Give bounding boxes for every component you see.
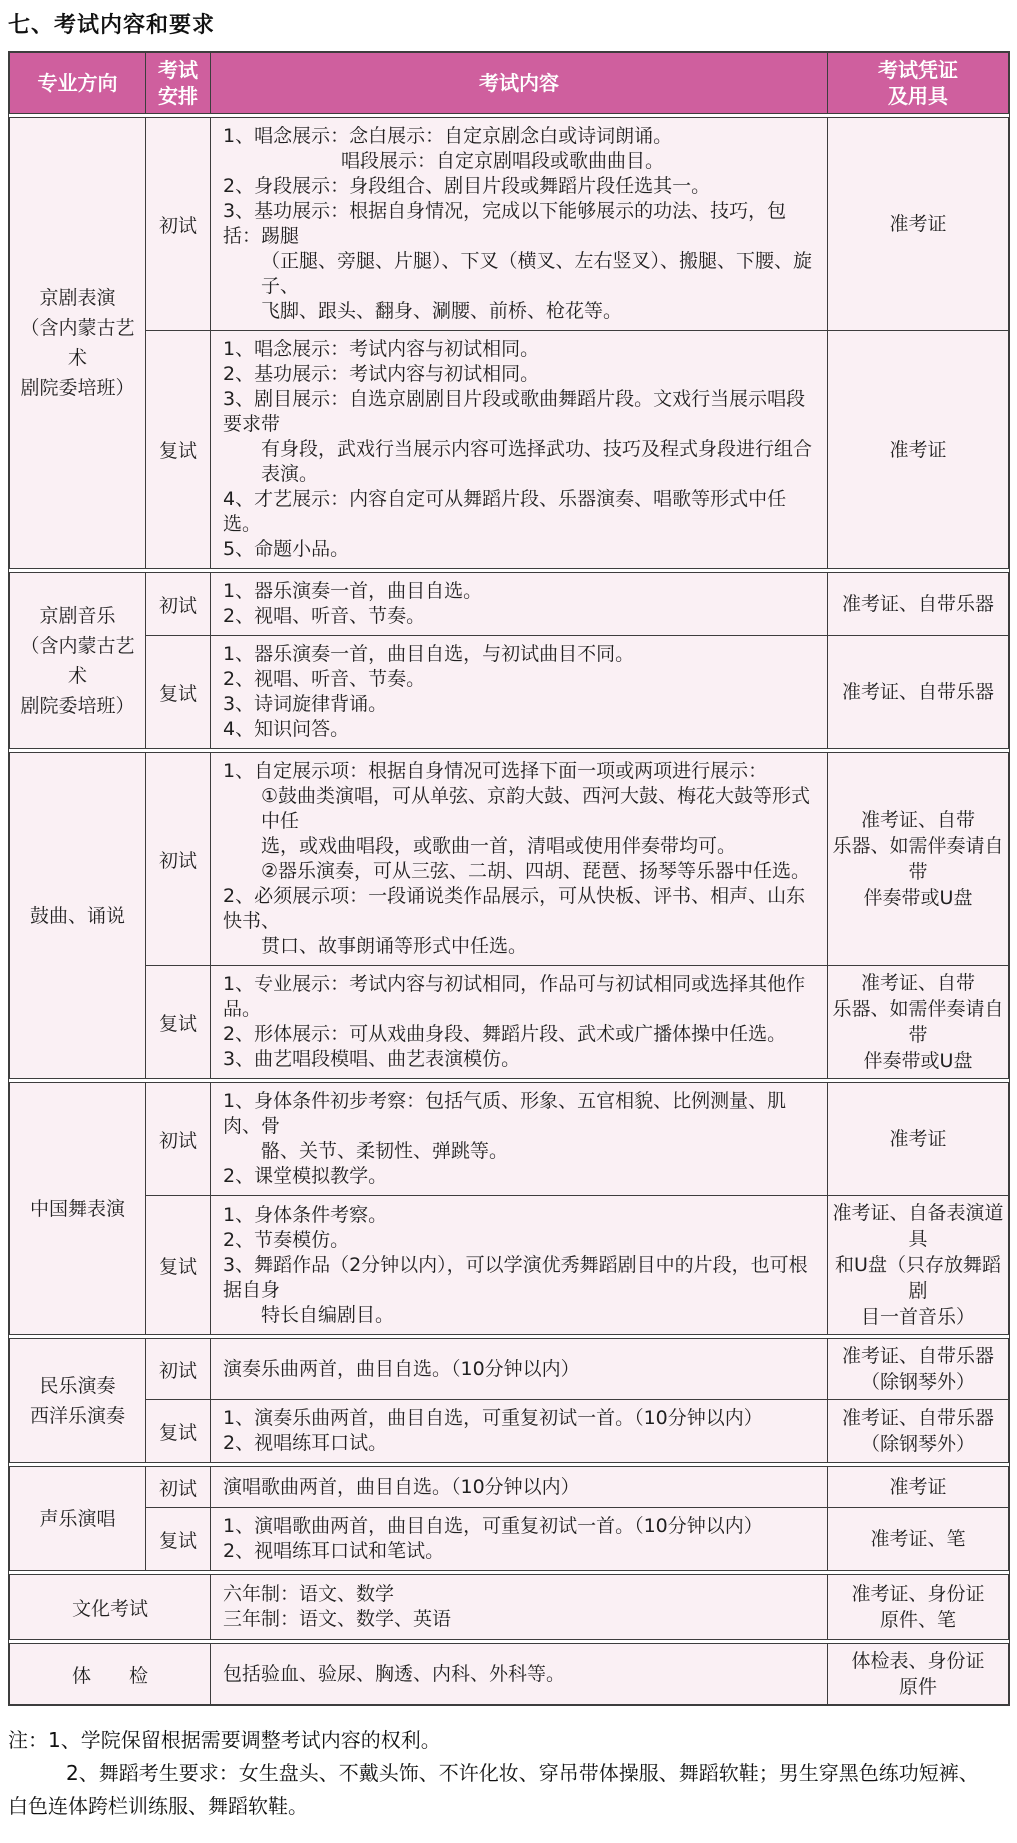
stage-cell: 初试	[145, 1467, 210, 1507]
label-cell: 文化考试	[71, 1597, 148, 1620]
text-line: 1、身体条件初步考察：包括气质、形象、五官相貌、比例测量、肌肉、骨	[223, 1090, 787, 1137]
credential-cell	[827, 1644, 1008, 1704]
stage-cell: 复试	[145, 1507, 210, 1570]
text-line: 准考证、自带	[860, 809, 975, 831]
credential-cell	[827, 1195, 1008, 1334]
text-line: 飞脚、跟头、翻身、涮腰、前桥、枪花等。	[261, 300, 623, 322]
credential-cell	[827, 1399, 1008, 1462]
text-line: 注：1、学院保留根据需要调整考试内容的权利。	[8, 1728, 441, 1752]
text-line: 3、基功展示：根据自身情况，完成以下能够展示的功法、技巧，包括：踢腿	[223, 200, 787, 247]
text-line: 京剧表演	[39, 287, 116, 309]
credential-cell	[827, 118, 1008, 330]
text-line: 包括验血、验尿、胸透、内科、外科等。	[223, 1662, 566, 1685]
text-line: 1、器乐演奏一首，曲目自选，与初试曲目不同。	[223, 643, 635, 665]
section-zhongguowu	[9, 1082, 1009, 1335]
text-line: 三年制：语文、数学、英语	[223, 1608, 452, 1630]
header-major	[10, 53, 145, 113]
text-line: 京剧音乐	[39, 604, 116, 627]
text-line: 伴奏带或U盘	[863, 887, 973, 909]
text-line: 3、诗词旋律背诵。	[223, 693, 388, 715]
stage-cell: 复试	[145, 330, 210, 568]
text-line: 特长自编剧目。	[261, 1303, 395, 1326]
page-title: 七、考试内容和要求	[8, 13, 216, 38]
text-line: 准考证、自带乐器	[841, 681, 994, 703]
stage-cell: 初试	[145, 753, 210, 965]
text-line: 乐器、如需伴奏请自带	[832, 998, 1004, 1046]
text-line: 2、视唱练耳口试。	[223, 1432, 388, 1454]
text-line: 乐器、如需伴奏请自带	[832, 835, 1004, 883]
credential-cell	[827, 1507, 1008, 1570]
text-line: 演奏乐曲两首，曲目自选。（10分钟以内）	[223, 1357, 580, 1380]
text-line: 安排	[158, 84, 198, 108]
text-line: 考试凭证	[878, 58, 958, 82]
stage-cell: 初试	[145, 1339, 210, 1399]
stage-cell: 复试	[145, 1195, 210, 1334]
text-line: 准考证、自备表演道具	[832, 1202, 1004, 1250]
content-cell	[210, 330, 827, 568]
section-guqu-songshuo	[9, 752, 1009, 1079]
content-cell	[210, 965, 827, 1078]
text-line: 1、演奏乐曲两首，曲目自选，可重复初试一首。（10分钟以内）	[223, 1407, 763, 1429]
text-line: 1、演唱歌曲两首，曲目自选，可重复初试一首。（10分钟以内）	[223, 1515, 763, 1537]
text-line: 目一首音乐）	[860, 1306, 975, 1328]
text-line: 骼、关节、柔韧性、弹跳等。	[261, 1140, 509, 1162]
text-line: 体检表、身份证	[851, 1650, 985, 1672]
text-line: （含内蒙古艺术	[20, 634, 135, 687]
text-line: 鼓曲、诵说	[29, 904, 125, 927]
exam-table	[8, 51, 1010, 1706]
stage-cell: 初试	[145, 1083, 210, 1195]
text-line: ①鼓曲类演唱，可从单弦、京韵大鼓、西河大鼓、梅花大鼓等形式中任	[261, 785, 811, 832]
stage-cell: 初试	[145, 573, 210, 635]
content-cell	[210, 1083, 827, 1195]
text-line: 1、唱念展示：考试内容与初试相同。	[223, 338, 540, 360]
major-cell	[10, 753, 145, 1078]
credential-cell	[827, 1575, 1008, 1639]
text-line: 贯口、故事朗诵等形式中任选。	[261, 935, 528, 957]
text-line: 准考证、笔	[870, 1528, 966, 1550]
content-cell	[210, 1339, 827, 1399]
stage-cell: 复试	[145, 635, 210, 748]
stage-cell: 初试	[145, 118, 210, 330]
major-cell	[10, 573, 145, 748]
text-line: 准考证	[889, 213, 947, 235]
content-cell	[210, 753, 827, 965]
content-cell	[210, 1644, 827, 1704]
table-header-row	[9, 52, 1009, 114]
text-line: 1、专业展示：考试内容与初试相同，作品可与初试相同或选择其他作品。	[223, 973, 806, 1020]
label-cell: 体 检	[71, 1664, 148, 1687]
text-line: 2、必须展示项：一段诵说类作品展示，可从快板、评书、相声、山东快书、	[223, 885, 806, 932]
header-content	[210, 53, 827, 113]
major-cell	[10, 118, 145, 568]
text-line: ②器乐演奏，可从三弦、二胡、四胡、琵琶、扬琴等乐器中任选。	[261, 860, 811, 882]
text-line: （含内蒙古艺术	[20, 317, 135, 369]
text-line: 中国舞表演	[29, 1197, 125, 1220]
text-line: 剧院委培班）	[20, 694, 135, 717]
stage-cell: 复试	[145, 965, 210, 1078]
credential-cell	[827, 1083, 1008, 1195]
text-line: 1、身体条件考察。	[223, 1203, 388, 1226]
credential-cell	[827, 753, 1008, 965]
text-line: 民乐演奏	[39, 1374, 116, 1397]
content-cell	[210, 573, 827, 635]
text-line: （除钢琴外）	[860, 1371, 975, 1393]
text-line: 2、形体展示：可从戏曲身段、舞蹈片段、武术或广播体操中任选。	[223, 1023, 787, 1045]
text-line: 声乐演唱	[39, 1507, 116, 1530]
text-line: 1、自定展示项：根据自身情况可选择下面一项或两项进行展示：	[223, 760, 768, 782]
text-line: 准考证、自带乐器	[841, 1407, 994, 1429]
text-line: （正腿、旁腿、片腿）、下叉（横叉、左右竖叉）、搬腿、下腰、旋子、	[261, 250, 813, 297]
text-line: 唱段展示：自定京剧唱段或歌曲曲目。	[341, 150, 665, 172]
text-line: 准考证	[889, 1128, 947, 1150]
text-line: 原件	[898, 1676, 937, 1698]
text-line: 2、课堂模拟教学。	[223, 1165, 388, 1187]
section-shengyue	[9, 1466, 1009, 1571]
credential-cell	[827, 573, 1008, 635]
major-cell	[10, 1339, 145, 1462]
content-cell	[210, 635, 827, 748]
text-line: 西洋乐演奏	[29, 1404, 125, 1427]
major-cell	[10, 1083, 145, 1334]
text-line: 2、视唱、听音、节奏。	[223, 668, 426, 690]
text-line: 白色连体跨栏训练服、舞蹈软鞋。	[8, 1794, 308, 1818]
text-line: 2、基功展示：考试内容与初试相同。	[223, 363, 540, 385]
text-line: 演唱歌曲两首，曲目自选。（10分钟以内）	[223, 1475, 580, 1498]
text-line: 2、视唱、听音、节奏。	[223, 605, 426, 627]
text-line: 准考证、自带乐器	[841, 593, 994, 615]
row-tijian	[9, 1643, 1009, 1705]
content-cell	[210, 1195, 827, 1334]
text-line: 考试内容	[479, 71, 559, 95]
header-stage	[145, 53, 210, 113]
text-line: 1、唱念展示：念白展示：自定京剧念白或诗词朗诵。	[223, 125, 673, 147]
section-jingju-yinyue	[9, 572, 1009, 749]
text-line: 2、舞蹈考生要求：女生盘头、不戴头饰、不许化妆、穿吊带体操服、舞蹈软鞋；男生穿黑色练功短裤、	[66, 1761, 979, 1785]
text-line: 有身段，武戏行当展示内容可选择武功、技巧及程式身段进行组合表演。	[261, 438, 813, 485]
text-line: 准考证、身份证	[851, 1583, 985, 1605]
content-cell	[210, 118, 827, 330]
text-line: 选，或戏曲唱段，或歌曲一首，清唱或使用伴奏带均可。	[261, 835, 737, 857]
text-line: 3、曲艺唱段模唱、曲艺表演模仿。	[223, 1048, 521, 1070]
text-line: 2、身段展示：身段组合、剧目片段或舞蹈片段任选其一。	[223, 175, 711, 197]
text-line: 考试	[158, 58, 198, 82]
credential-cell	[827, 330, 1008, 568]
text-line: 及用具	[888, 84, 948, 108]
credential-cell	[827, 965, 1008, 1078]
content-cell	[210, 1507, 827, 1570]
section-minyue-xiyangyue	[9, 1338, 1009, 1463]
text-line: 准考证	[889, 1476, 947, 1498]
text-line: 原件、笔	[879, 1609, 956, 1631]
text-line: 1、器乐演奏一首，曲目自选。	[223, 580, 483, 602]
text-line: 剧院委培班）	[20, 377, 135, 399]
text-line: 和U盘（只存放舞蹈剧	[835, 1254, 1001, 1302]
text-line: 3、舞蹈作品（2分钟以内），可以学演优秀舞蹈剧目中的片段，也可根据自身	[223, 1253, 808, 1301]
text-line: （除钢琴外）	[860, 1433, 975, 1455]
text-line: 专业方向	[37, 71, 118, 95]
text-line: 准考证	[889, 438, 947, 461]
text-line: 3、剧目展示：自选京剧剧目片段或歌曲舞蹈片段。文戏行当展示唱段要求带	[223, 388, 806, 435]
row-wenhua-kaoshi	[9, 1574, 1009, 1640]
section-jingju-biaoyan	[9, 117, 1009, 569]
text-line: 4、知识问答。	[223, 718, 350, 740]
text-line: 4、才艺展示：内容自定可从舞蹈片段、乐器演奏、唱歌等形式中任选。	[223, 488, 787, 535]
credential-cell	[827, 635, 1008, 748]
credential-cell	[827, 1339, 1008, 1399]
stage-cell: 复试	[145, 1399, 210, 1462]
header-credential	[827, 53, 1008, 113]
text-line: 5、命题小品。	[223, 538, 350, 560]
text-line: 2、视唱练耳口试和笔试。	[223, 1540, 445, 1562]
content-cell	[210, 1399, 827, 1462]
text-line: 六年制：语文、数学	[223, 1583, 395, 1605]
major-cell	[10, 1467, 145, 1570]
text-line: 准考证、自带乐器	[841, 1345, 994, 1367]
text-line: 准考证、自带	[860, 972, 975, 994]
content-cell	[210, 1467, 827, 1507]
footnotes	[8, 1724, 1009, 1823]
text-line: 2、节奏模仿。	[223, 1228, 350, 1251]
content-cell	[210, 1575, 827, 1639]
text-line: 伴奏带或U盘	[863, 1050, 973, 1072]
credential-cell	[827, 1467, 1008, 1507]
